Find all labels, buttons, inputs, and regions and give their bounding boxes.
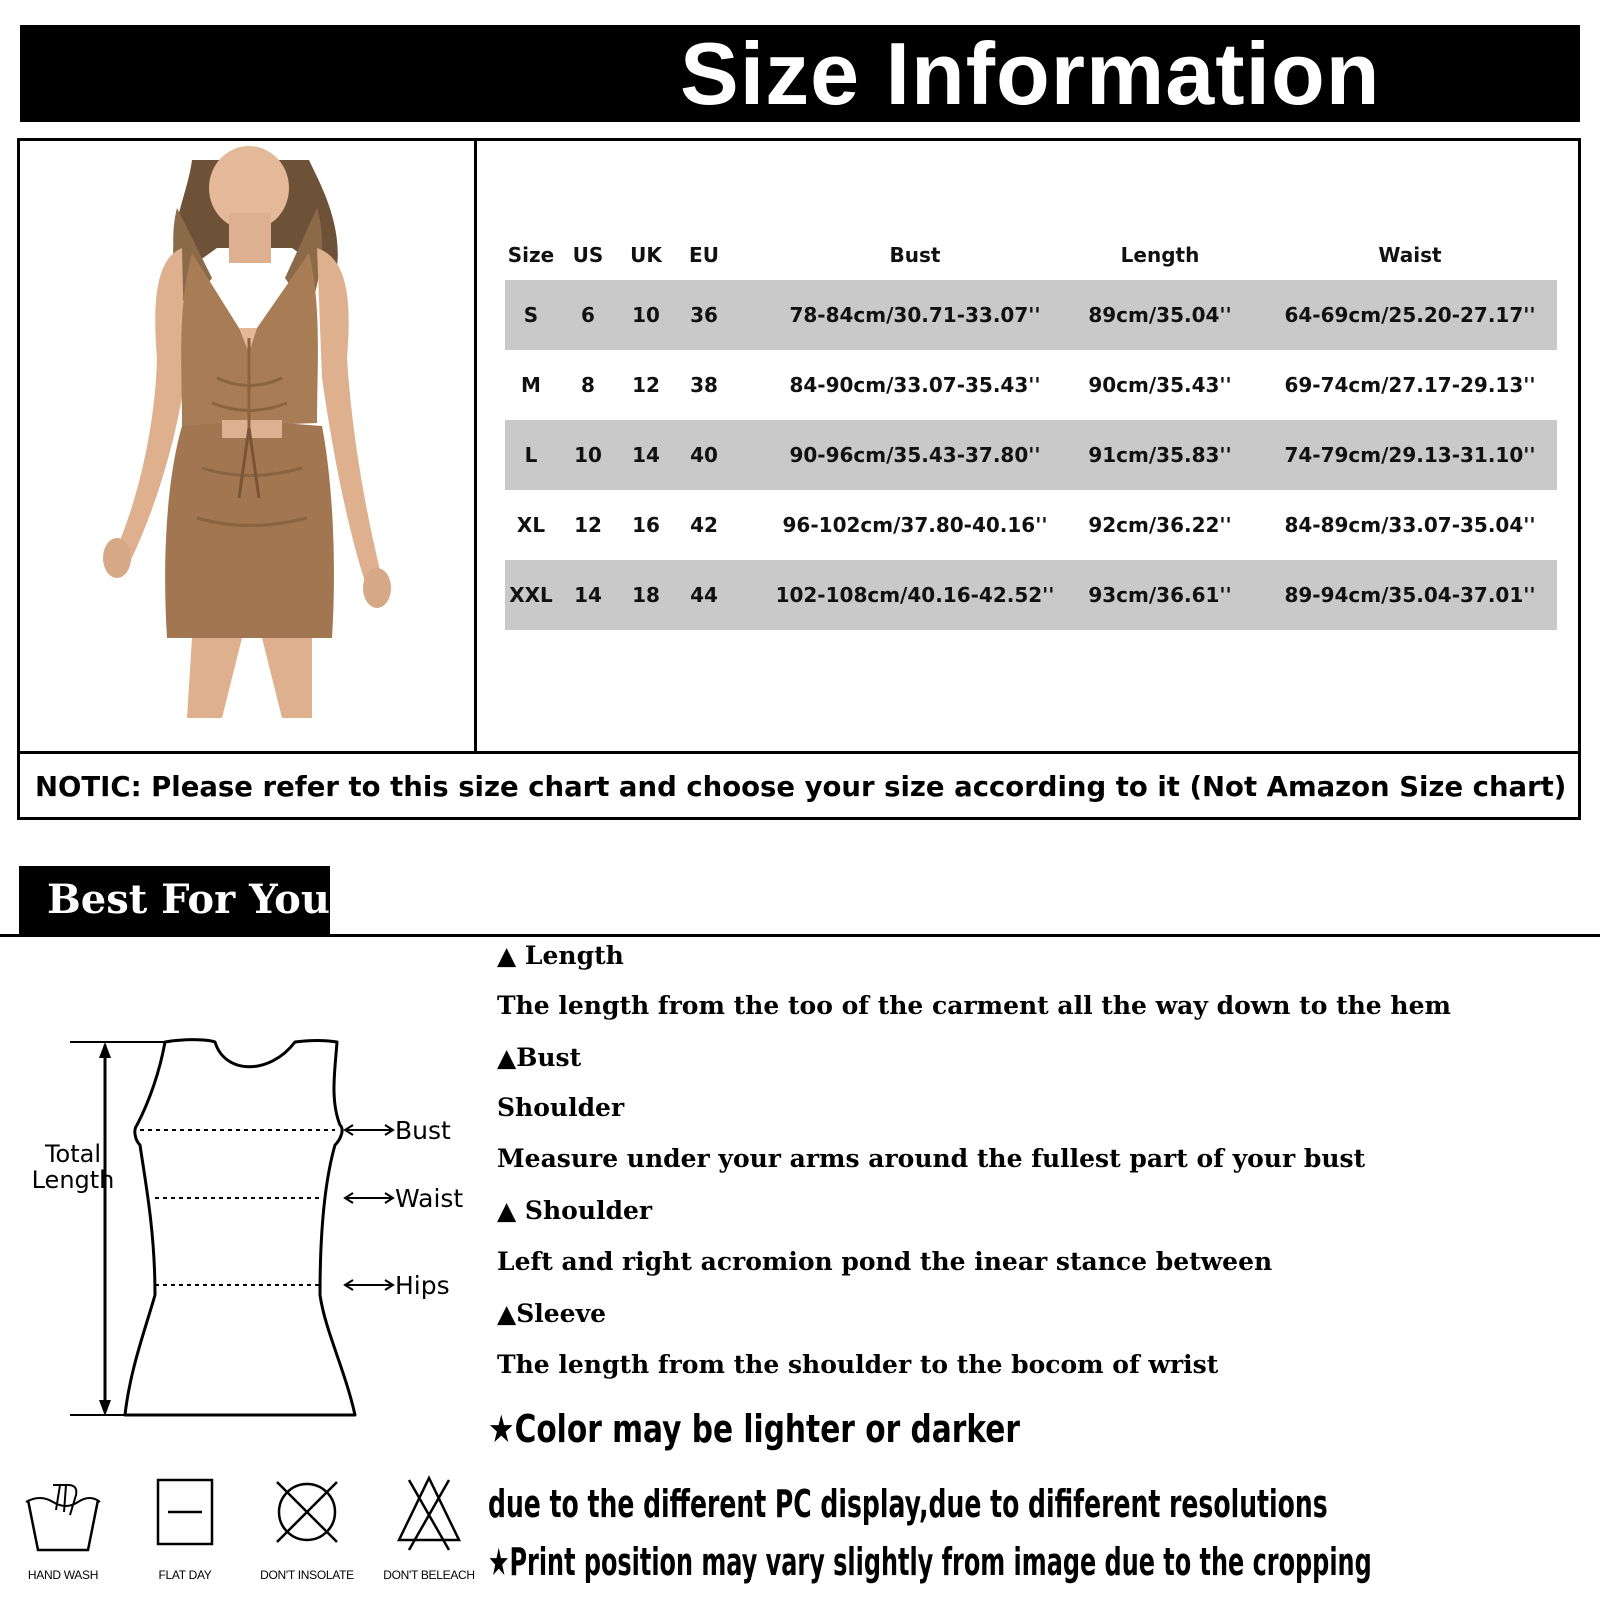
guide-line: The length from the too of the carment all the way down to the hem — [497, 991, 1451, 1020]
guide-line: ▲ Length — [497, 941, 624, 970]
table-cell: 69-74cm/27.17-29.13'' — [1284, 373, 1536, 397]
table-cell: 36 — [690, 303, 718, 327]
table-cell: 12 — [632, 373, 660, 397]
table-cell: 12 — [574, 513, 602, 537]
table-cell: 18 — [632, 583, 660, 607]
table-cell: 93cm/36.61'' — [1088, 583, 1232, 607]
table-cell: 92cm/36.22'' — [1088, 513, 1232, 537]
display-note: due to the different PC display,due to dififerent resolutions — [488, 1482, 1328, 1526]
table-cell: 40 — [690, 443, 718, 467]
guide-line: ▲Sleeve — [497, 1299, 607, 1328]
table-row — [505, 420, 1557, 490]
table-cell: 78-84cm/30.71-33.07'' — [789, 303, 1041, 327]
table-cell: 10 — [632, 303, 660, 327]
guide-line: Left and right acromion pond the inear stance between — [497, 1247, 1273, 1276]
column-header: Waist — [1378, 243, 1442, 267]
total-length-label-2: Length — [31, 1166, 115, 1194]
table-cell: 90-96cm/35.43-37.80'' — [789, 443, 1041, 467]
table-cell: M — [521, 373, 541, 397]
table-cell: 64-69cm/25.20-27.17'' — [1284, 303, 1536, 327]
table-cell: 102-108cm/40.16-42.52'' — [775, 583, 1055, 607]
section-title: Best For You — [47, 876, 330, 923]
notice-row — [17, 751, 1581, 820]
table-cell: 6 — [581, 303, 595, 327]
care-item — [130, 1470, 240, 1590]
do-not-bleach-icon — [374, 1470, 484, 1565]
table-cell: 84-89cm/33.07-35.04'' — [1284, 513, 1536, 537]
table-cell: 96-102cm/37.80-40.16'' — [782, 513, 1048, 537]
table-cell: 91cm/35.83'' — [1088, 443, 1232, 467]
guide-line: ▲Bust — [497, 1043, 582, 1072]
table-cell: XL — [516, 513, 546, 537]
care-label: DON'T BELEACH — [383, 1568, 475, 1582]
care-item — [252, 1470, 362, 1590]
print-note: ★Print position may vary slightly from image due to the cropping — [488, 1540, 1372, 1584]
table-cell: XXL — [509, 583, 553, 607]
title-bar — [20, 25, 1580, 122]
page-title: Size Information — [680, 24, 1381, 123]
table-cell: 84-90cm/33.07-35.43'' — [789, 373, 1041, 397]
table-cell: S — [523, 303, 539, 327]
table-cell: 8 — [581, 373, 595, 397]
table-cell: 89-94cm/35.04-37.01'' — [1284, 583, 1536, 607]
table-cell: 74-79cm/29.13-31.10'' — [1284, 443, 1536, 467]
care-item — [8, 1470, 118, 1590]
care-label: DON'T INSOLATE — [260, 1568, 354, 1582]
table-row — [505, 350, 1557, 420]
column-header: US — [572, 243, 604, 267]
dress-measurement-diagram — [15, 1030, 475, 1430]
care-label: HAND WASH — [27, 1568, 99, 1582]
hand-wash-icon — [8, 1470, 118, 1565]
guide-line: The length from the shoulder to the bocom of wrist — [497, 1350, 1219, 1379]
column-header: Length — [1120, 243, 1200, 267]
flat-dry-icon — [130, 1470, 240, 1565]
column-header: Bust — [889, 243, 941, 267]
do-not-tumble-icon — [252, 1470, 362, 1565]
product-photo-panel — [17, 138, 477, 754]
table-row — [505, 280, 1557, 350]
section-divider — [0, 934, 1600, 937]
table-header-row — [505, 230, 1557, 280]
table-cell: 14 — [632, 443, 660, 467]
table-cell: 89cm/35.04'' — [1088, 303, 1232, 327]
table-cell: 14 — [574, 583, 602, 607]
color-note: ★Color may be lighter or darker — [488, 1407, 1021, 1451]
column-header: UK — [630, 243, 662, 267]
column-header: EU — [689, 243, 719, 267]
care-label: FLAT DAY — [158, 1568, 212, 1582]
table-cell: 42 — [690, 513, 718, 537]
table-cell: 10 — [574, 443, 602, 467]
table-cell: 38 — [690, 373, 718, 397]
hips-label: Hips — [395, 1271, 450, 1300]
guide-line: ▲ Shoulder — [497, 1196, 653, 1225]
guide-line: Shoulder — [497, 1093, 625, 1122]
table-row — [505, 490, 1557, 560]
table-cell: 16 — [632, 513, 660, 537]
notice-text: NOTIC: Please refer to this size chart and choose your size according to it (Not Amazon Size chart) — [35, 771, 1567, 803]
table-cell: L — [524, 443, 538, 467]
table-cell: 90cm/35.43'' — [1088, 373, 1232, 397]
bust-label: Bust — [395, 1116, 451, 1145]
column-header: Size — [507, 243, 555, 267]
waist-label: Waist — [395, 1184, 464, 1213]
total-length-label-1: Total — [44, 1140, 102, 1168]
table-cell: 44 — [690, 583, 718, 607]
care-item — [374, 1470, 484, 1590]
guide-line: Measure under your arms around the fullest part of your bust — [497, 1144, 1366, 1173]
table-row — [505, 560, 1557, 630]
best-for-you-tab — [19, 866, 330, 934]
product-photo — [17, 138, 474, 751]
